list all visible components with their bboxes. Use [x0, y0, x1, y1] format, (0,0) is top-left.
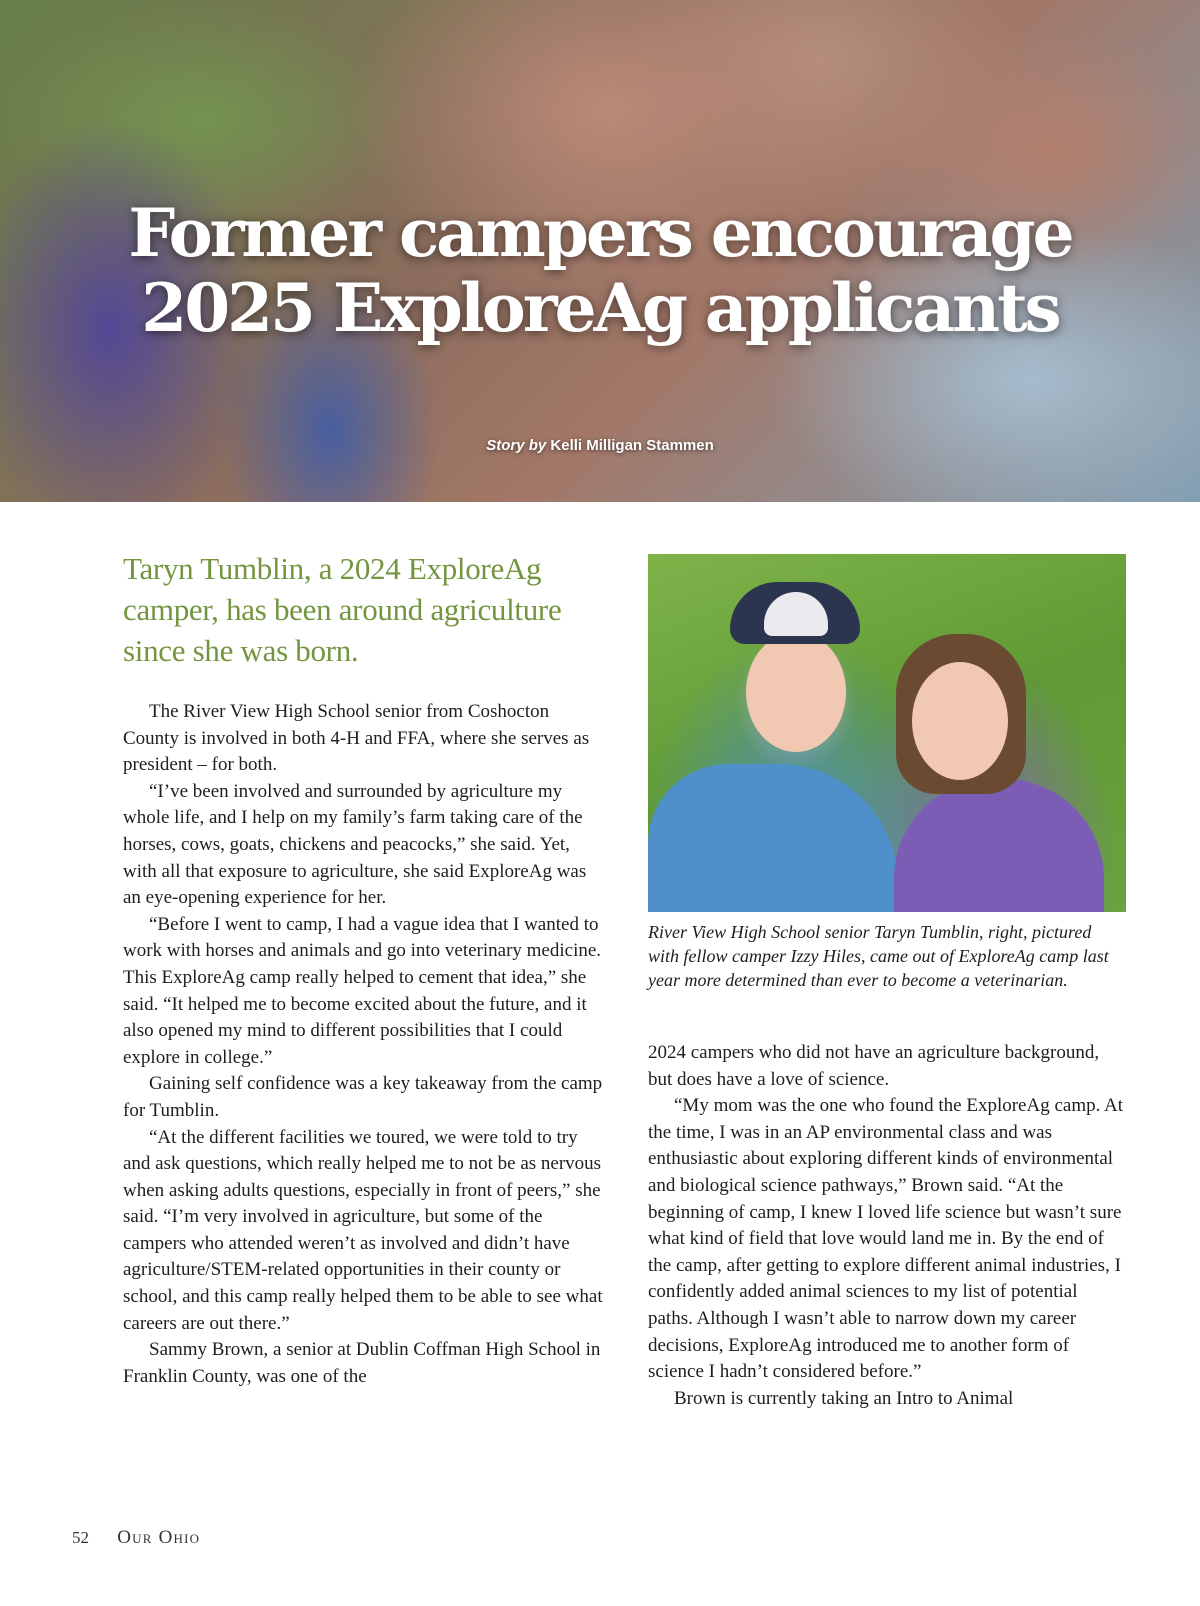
byline [0, 437, 1200, 454]
page-footer [72, 1527, 200, 1549]
photo-face-left [746, 632, 846, 752]
paragraph: “At the different facilities we toured, we were told to try and ask questions, which really helped me to not be as nervous when asking adults questions, especially in front of peers,” she said. “I’m very involved in agriculture, but some of the campers who attended weren’t as involved and didn’t have agriculture/STEM-related opportunities in their county or school, and this camp really helped them to be able to see what careers are out there.” [123, 1126, 603, 1334]
byline-prefix: Story by [486, 437, 547, 454]
right-body-text [648, 1040, 1126, 1412]
photo-shirt-blue [648, 764, 898, 912]
paragraph: “I’ve been involved and surrounded by agriculture my whole life, and I help on my family’s farm taking care of the horses, cows, goats, chickens and peacocks,” she said. Yet, with all that exposure to agriculture, she said ExploreAg was an eye-opening experience for her. [123, 780, 587, 909]
left-column [123, 548, 608, 1390]
paragraph: 2024 campers who did not have an agriculture background, but does have a love of science. [648, 1042, 1100, 1090]
paragraph: Sammy Brown, a senior at Dublin Coffman High School in Franklin County, was one of the [123, 1339, 601, 1387]
paragraph: Gaining self confidence was a key takeaway from the camp for Tumblin. [123, 1073, 603, 1121]
right-column [648, 554, 1126, 1412]
title-line-1: Former campers encourage [128, 194, 1072, 272]
campers-photo [648, 554, 1126, 912]
byline-author: Kelli Milligan Stammen [550, 437, 714, 454]
page-number: 52 [72, 1528, 89, 1547]
article-title [0, 196, 1200, 346]
paragraph: “My mom was the one who found the ExploreAg camp. At the time, I was in an AP environmental class and was enthusiastic about exploring different kinds of environmental and biological science pathways,” Brown said. “At the beginning of camp, I knew I loved life science but wasn’t sure what kind of field that love would land me in. By the end of the camp, after getting to explore different animal industries, I confidently added animal sciences to my list of potential paths. Although I wasn’t able to narrow down my career decisions, ExploreAg introduced me to another form of science I hadn’t considered before.” [648, 1095, 1124, 1383]
paragraph: “Before I went to camp, I had a vague idea that I wanted to work with horses and animals and go into veterinary medicine. This ExploreAg camp really helped to cement that idea,” she said. “It helped me to become excited about the future, and it also opened my mind to different possibilities that I could explore in college.” [123, 913, 602, 1068]
photo-caption: River View High School senior Taryn Tumblin, right, pictured with fellow camper Izzy Hiles, came out of ExploreAg camp last year more determined than ever to become a veterinarian. [648, 922, 1109, 990]
deck-intro: Taryn Tumblin, a 2024 ExploreAg camper, has been around agriculture since she was born. [123, 551, 562, 668]
hero-banner [0, 0, 1200, 502]
left-body-text [123, 699, 608, 1390]
title-line-2: 2025 ExploreAg applicants [141, 269, 1059, 348]
paragraph: The River View High School senior from Coshocton County is involved in both 4-H and FFA, where she serves as president – for both. [123, 701, 590, 776]
photo-shirt-purple [894, 779, 1104, 912]
photo-face-right [912, 662, 1008, 780]
paragraph: Brown is currently taking an Intro to Animal [674, 1387, 1014, 1409]
magazine-name: Our Ohio [117, 1527, 201, 1548]
photo-cap [730, 582, 860, 644]
